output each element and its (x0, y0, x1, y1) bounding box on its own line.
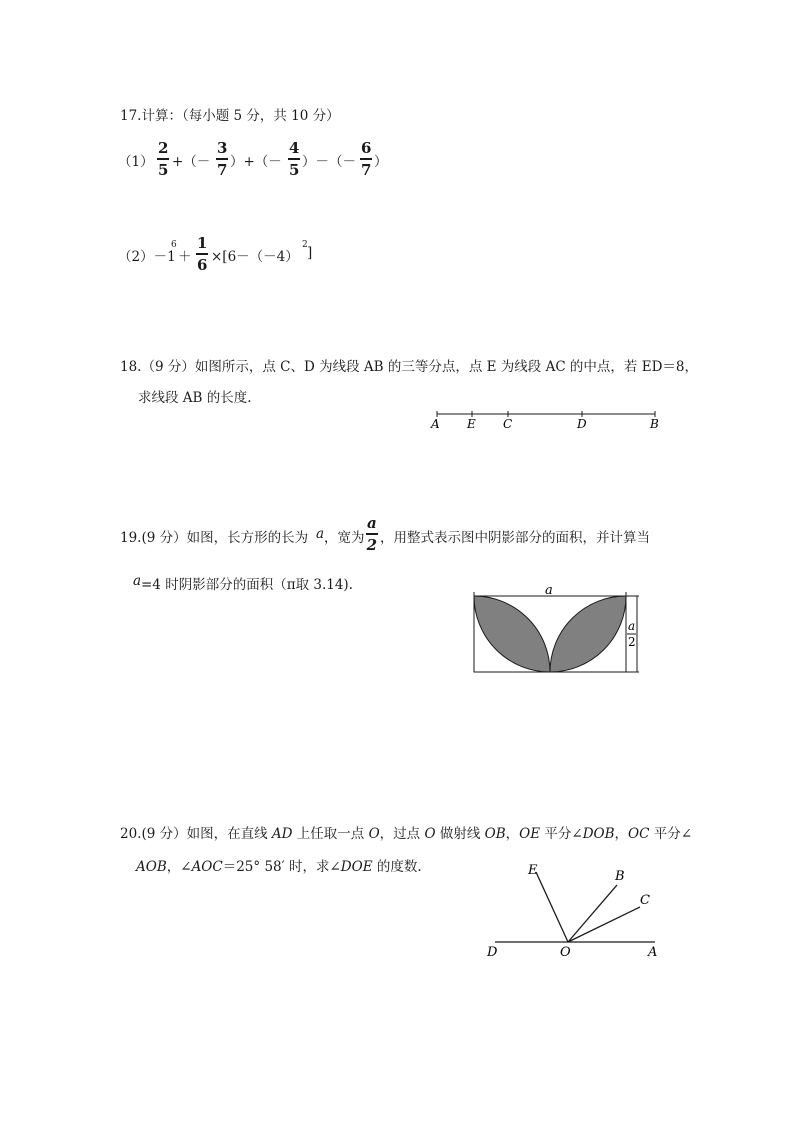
point-label-B: B (650, 417, 659, 431)
fraction (196, 236, 208, 273)
q18-line1: 18.（9 分）如图所示，点 C、D 为线段 AB 的三等分点，点 E 为线段 AC 的中点，若 ED＝8， (120, 359, 698, 375)
text: 平分∠ (540, 826, 583, 842)
exponent: 2 (302, 240, 308, 250)
denominator: 5 (158, 160, 169, 179)
text: 做射线 (435, 826, 485, 842)
point-label-C: C (503, 417, 513, 431)
text: 20.(9 分）如图，在直线 (120, 826, 272, 842)
text: 的度数. (372, 859, 422, 875)
ray-OC (568, 907, 640, 942)
var: AD (271, 826, 293, 842)
operator: +（－ (172, 154, 211, 170)
var: DOB (582, 826, 615, 842)
q20-line1 (120, 822, 692, 842)
q19-rectangle-figure (465, 578, 645, 678)
text: 上任取一点 (292, 826, 369, 842)
numerator: 1 (197, 234, 208, 252)
q17-p2-rest: ×[6－（－4） (211, 249, 299, 265)
text: 平分∠ (649, 826, 693, 842)
label-E: E (528, 863, 538, 878)
text: ＝25° 58′ 时，求∠ (222, 859, 341, 875)
label-B: B (615, 869, 625, 884)
q19-line2-var: a (133, 573, 142, 589)
denominator: 7 (361, 160, 372, 179)
label-O: O (560, 945, 571, 960)
denominator: 7 (217, 160, 228, 179)
q19-line2: =4 时阴影部分的面积（π取 3.14). (141, 577, 353, 593)
numerator: 6 (361, 139, 372, 157)
label-A: A (648, 945, 658, 960)
left-leaf (474, 596, 550, 672)
dim-label-den: 2 (628, 635, 636, 649)
denominator: 5 (289, 160, 300, 179)
operator: ） (374, 154, 388, 170)
q19-line1c: ，用整式表示图中阴影部分的面积，并计算当 (380, 530, 650, 546)
exponent: 6 (171, 240, 177, 250)
fraction (288, 141, 300, 178)
fraction (360, 141, 372, 178)
point-label-A: A (431, 417, 440, 431)
numerator: a (367, 514, 377, 532)
text: ，∠ (166, 859, 192, 875)
dim-label-a-num: a (628, 619, 636, 633)
numerator: 4 (289, 139, 300, 157)
q17-title: 17.计算：（每小题 5 分，共 10 分） (120, 108, 340, 124)
q18-line2: 求线段 AB 的长度. (138, 390, 252, 406)
var: O (368, 826, 380, 842)
q17-p1-label: （1） (118, 154, 154, 170)
denominator: 2 (366, 535, 378, 554)
text: ， (505, 826, 520, 842)
q18-segment-figure (420, 405, 670, 435)
var: O (424, 826, 436, 842)
q17-p2-label: （2）－1 (118, 249, 176, 265)
var: OB (484, 826, 506, 842)
bracket: ] (307, 245, 313, 261)
var: OC (628, 826, 650, 842)
var: OE (519, 826, 541, 842)
q20-line2 (136, 855, 422, 875)
fraction (366, 516, 378, 553)
operator: ）+（－ (230, 154, 282, 170)
var: AOC (191, 859, 223, 875)
q19-line1b: ，宽为 (324, 530, 365, 546)
ray-OE (536, 872, 568, 942)
numerator: 3 (217, 139, 228, 157)
fraction (216, 141, 228, 178)
operator: ＋ (178, 249, 192, 265)
operator: ）－（－ (302, 154, 356, 170)
denominator: 6 (197, 255, 208, 274)
var: DOE (340, 859, 373, 875)
q19-line1a: 19.(9 分）如图，长方形的长为 (120, 530, 309, 546)
dim-label-a: a (545, 583, 553, 598)
q20-angle-figure (480, 860, 670, 965)
text: ，过点 (379, 826, 425, 842)
right-leaf (550, 596, 626, 672)
numerator: 2 (158, 139, 169, 157)
q19-var-a: a (316, 526, 325, 542)
ray-OB (568, 885, 617, 942)
var: AOB (136, 859, 167, 875)
point-label-E: E (467, 417, 476, 431)
label-C: C (640, 893, 650, 908)
fraction (157, 141, 169, 178)
label-D: D (487, 945, 498, 960)
text: ， (614, 826, 628, 842)
point-label-D: D (577, 417, 587, 431)
